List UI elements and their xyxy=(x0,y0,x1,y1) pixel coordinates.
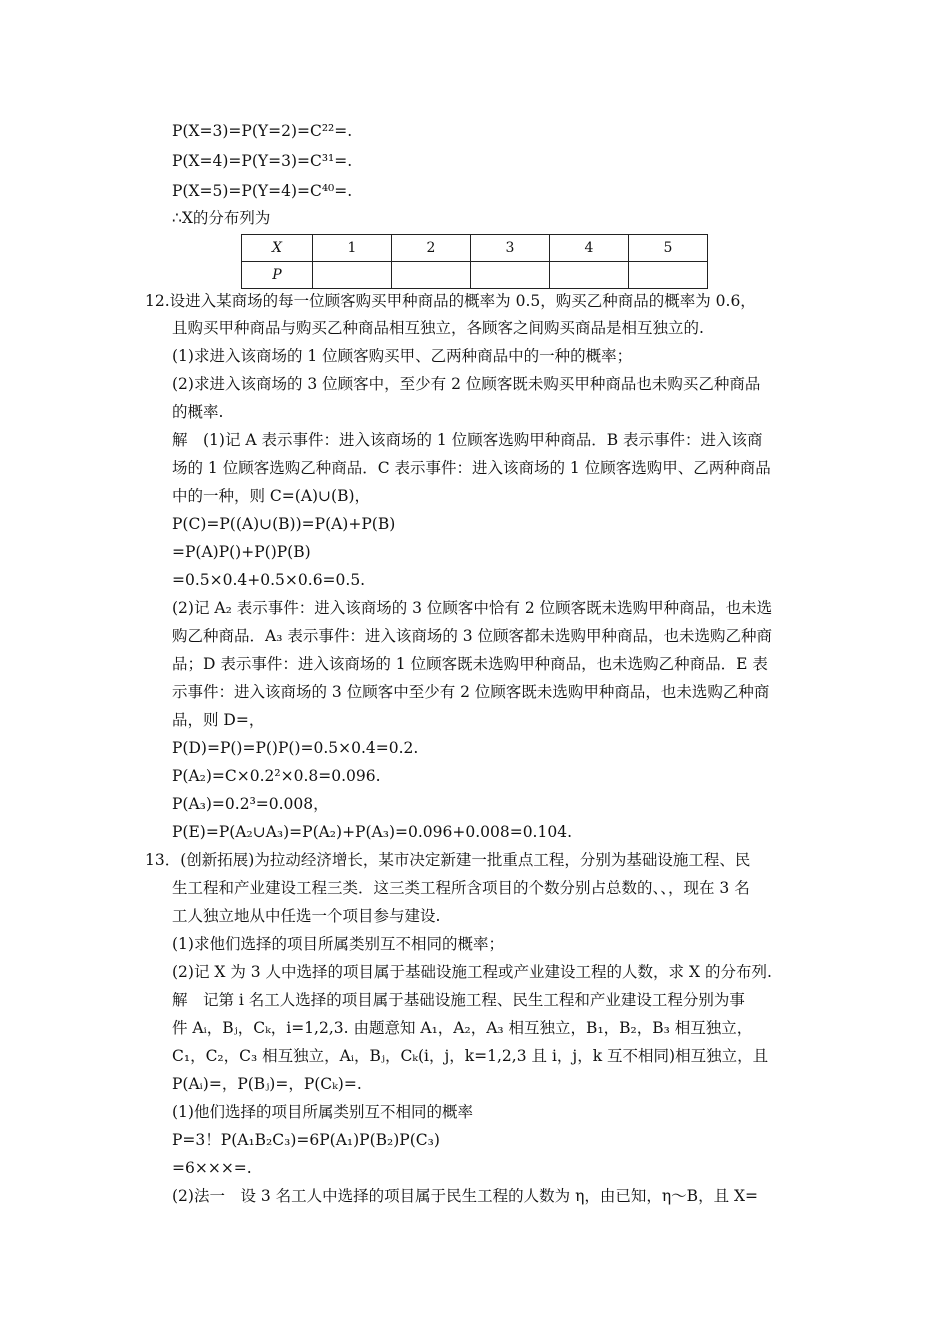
question-13-line: 生工程和产业建设工程三类．这三类工程所含项目的个数分别占总数的、、，现在 3 名 xyxy=(172,879,750,897)
question-13-line: (2)记 X 为 3 人中选择的项目属于基础设施工程或产业建设工程的人数，求 X 的分布列. xyxy=(172,963,772,981)
solution-line: P(C)=P((A)∪(B))=P(A)+P(B) xyxy=(172,515,396,533)
solution-line: =6×××=. xyxy=(172,1159,252,1177)
solution-line: C₁，C₂，C₃ 相互独立，Aᵢ，Bⱼ，Cₖ(i，j，k=1,2,3 且 i，j，k 互不相同)相互独立，且 xyxy=(172,1047,769,1065)
formula-line: P(X=4)=P(Y=3)=C³¹=. xyxy=(172,152,353,170)
solution-line: (2)记 A₂ 表示事件：进入该商场的 3 位顾客中恰有 2 位顾客既未选购甲种商品，也未选 xyxy=(172,599,773,617)
table-cell: 4 xyxy=(550,235,629,262)
solution-line: P(A₂)=C×0.2²×0.8=0.096. xyxy=(172,767,381,785)
solution-line: 品，则 D=， xyxy=(172,711,265,729)
solution-line: P(Aᵢ)=，P(Bⱼ)=，P(Cₖ)=. xyxy=(172,1075,362,1093)
solution-line: (1)他们选择的项目所属类别互不相同的概率 xyxy=(172,1103,473,1121)
solution-line: =0.5×0.4+0.5×0.6=0.5. xyxy=(172,571,366,589)
table-header-x: X xyxy=(242,235,313,262)
table-cell: 1 xyxy=(313,235,392,262)
solution-line: P(A₃)=0.2³=0.008， xyxy=(172,795,329,813)
table-cell xyxy=(629,262,708,289)
formula-line: P(X=3)=P(Y=2)=C²²=. xyxy=(172,122,353,140)
solution-line: 场的 1 位顾客选购乙种商品．C 表示事件：进入该商场的 1 位顾客选购甲、乙两种商品 xyxy=(172,459,771,477)
solution-line: 品；D 表示事件：进入该商场的 1 位顾客既未选购甲种商品，也未选购乙种商品．E 表 xyxy=(172,655,768,673)
solution-line: =P(A)P()+P()P(B) xyxy=(172,543,311,561)
solution-line: 中的一种，则 C=(A)∪(B)， xyxy=(172,487,371,505)
question-12-line: (1)求进入该商场的 1 位顾客购买甲、乙两种商品中的一种的概率； xyxy=(172,347,633,365)
table-cell xyxy=(550,262,629,289)
table-row xyxy=(242,235,708,262)
question-12-line: 的概率. xyxy=(172,403,224,421)
solution-line: P=3！P(A₁B₂C₃)=6P(A₁)P(B₂)P(C₃) xyxy=(172,1131,440,1149)
question-12-line: 且购买甲种商品与购买乙种商品相互独立，各顾客之间购买商品是相互独立的. xyxy=(172,319,704,337)
question-12-line: (2)求进入该商场的 3 位顾客中，至少有 2 位顾客既未购买甲种商品也未购买乙种商品 xyxy=(172,375,761,393)
solution-line: (2)法一 设 3 名工人中选择的项目属于民生工程的人数为 η，由已知，η～B，且 X= xyxy=(172,1187,759,1205)
table-cell xyxy=(392,262,471,289)
question-12-line: 12.设进入某商场的每一位顾客购买甲种商品的概率为 0.5，购买乙种商品的概率为 0.6， xyxy=(145,292,756,310)
question-13-line: (1)求他们选择的项目所属类别互不相同的概率； xyxy=(172,935,504,953)
table-cell xyxy=(471,262,550,289)
formula-line: P(X=5)=P(Y=4)=C⁴⁰=. xyxy=(172,182,353,200)
question-13-line: 工人独立地从中任选一个项目参与建设. xyxy=(172,907,441,925)
solution-line: P(E)=P(A₂∪A₃)=P(A₂)+P(A₃)=0.096+0.008=0.104. xyxy=(172,823,572,841)
table-row xyxy=(242,262,708,289)
solution-line: P(D)=P()=P()P()=0.5×0.4=0.2. xyxy=(172,739,419,757)
solution-line: 解 记第 i 名工人选择的项目属于基础设施工程、民生工程和产业建设工程分别为事 xyxy=(172,991,745,1009)
table-cell: 2 xyxy=(392,235,471,262)
solution-line: 件 Aᵢ，Bⱼ，Cₖ，i=1,2,3. 由题意知 A₁，A₂，A₃ 相互独立，B₁，B₂，B₃ 相互独立， xyxy=(172,1019,753,1037)
table-cell: 3 xyxy=(471,235,550,262)
table-header-p: P xyxy=(242,262,313,289)
text-line: ∴X的分布列为 xyxy=(172,209,271,227)
solution-line: 购乙种商品．A₃ 表示事件：进入该商场的 3 位顾客都未选购甲种商品，也未选购乙种商 xyxy=(172,627,773,645)
distribution-table xyxy=(241,234,708,289)
question-13-line: 13．(创新拓展)为拉动经济增长，某市决定新建一批重点工程，分别为基础设施工程、民 xyxy=(145,851,751,869)
solution-line: 解 (1)记 A 表示事件：进入该商场的 1 位顾客选购甲种商品．B 表示事件：进入该商 xyxy=(172,431,763,449)
table-cell: 5 xyxy=(629,235,708,262)
table-cell xyxy=(313,262,392,289)
solution-line: 示事件：进入该商场的 3 位顾客中至少有 2 位顾客既未选购甲种商品，也未选购乙种商 xyxy=(172,683,770,701)
